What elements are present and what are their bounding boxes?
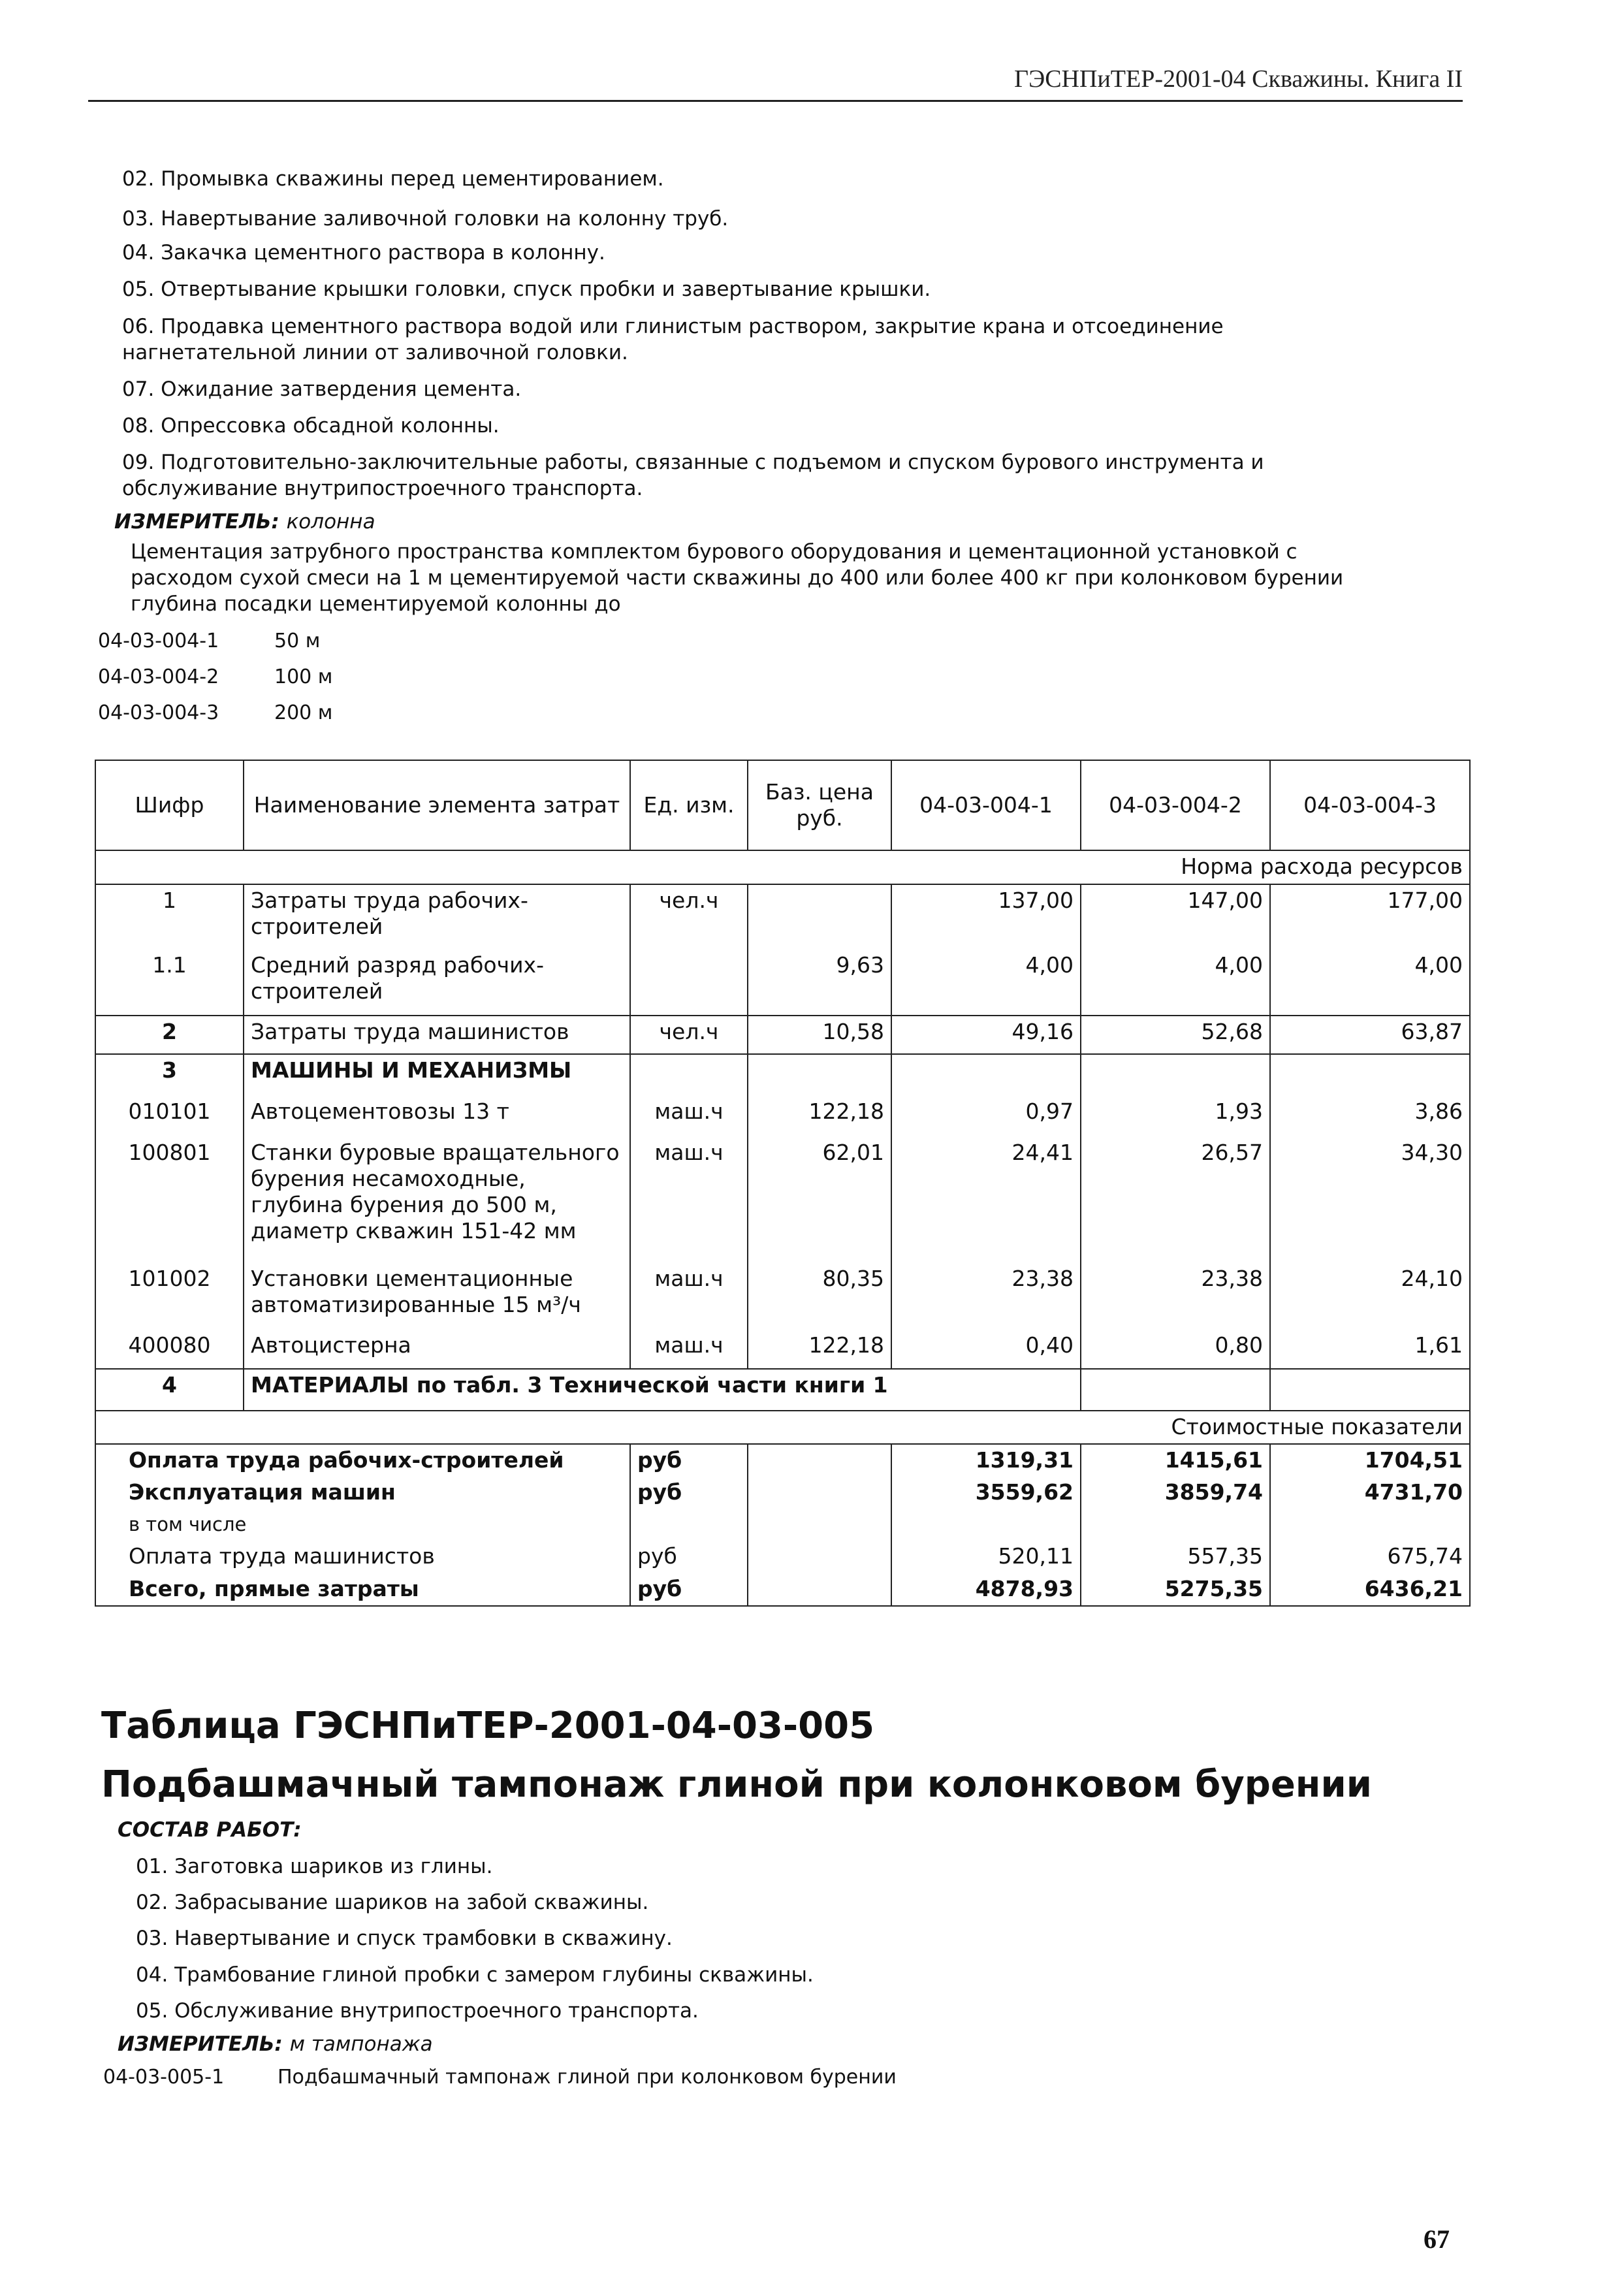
norm-label: Норма расхода ресурсов [95,850,1470,884]
row-value: 24,10 [1270,1263,1470,1330]
cost-unit: руб [630,1444,748,1477]
cost-name: Оплата труда рабочих-строителей [95,1444,630,1477]
row-unit: маш.ч [630,1137,748,1263]
row-price: 122,18 [748,1096,891,1138]
row-price [748,884,891,950]
row-price: 10,58 [748,1016,891,1054]
work-item: 09. Подготовительно-заключительные работы, связанные с подъемом и спуском бурового инструмента и [122,451,1264,474]
col-header: Баз. цена руб. [748,760,891,850]
section-row [95,1054,1470,1096]
cost-label-row [95,1411,1470,1444]
row-name: Средний разряд рабочих-строителей [244,950,630,1015]
col-header: Ед. изм. [630,760,748,850]
row-price: 122,18 [748,1330,891,1368]
row-name: Автоцистерна [244,1330,630,1368]
row-unit [630,950,748,1015]
cost-label: Стоимостные показатели [95,1411,1470,1444]
cost-value: 4878,93 [891,1573,1081,1606]
row-code: 1 [95,884,244,950]
section-row [95,1369,1470,1411]
row-code: 100801 [95,1137,244,1263]
table-subtitle: Подбашмачный тампонаж глиной при колонковом бурении [101,1763,1372,1806]
work-item: 01. Заготовка шариков из глины. [136,1855,493,1878]
measure-label: ИЗМЕРИТЕЛЬ: [118,2032,283,2056]
row-price: 62,01 [748,1137,891,1263]
measure-value: колонна [286,510,375,534]
cost-value: 3559,62 [891,1477,1081,1509]
cost-unit: руб [630,1541,748,1573]
work-item: 08. Опрессовка обсадной колонны. [122,414,500,438]
measure-line [118,2031,433,2057]
description-line: глубина посадки цементируемой колонны до [131,592,621,616]
code-number: 04-03-004-3 [98,701,219,724]
cost-name: в том числе [95,1509,630,1541]
work-item: 04. Закачка цементного раствора в колонну. [122,241,605,265]
row-value: 4,00 [1270,950,1470,1015]
row-name: Автоцементовозы 13 т [244,1096,630,1138]
col-header: 04-03-004-1 [891,760,1081,850]
cost-value: 4731,70 [1270,1477,1470,1509]
row-name: Установки цементационные автоматизированные 15 м³/ч [244,1263,630,1330]
cost-value: 6436,21 [1270,1573,1470,1606]
row-value: 0,40 [891,1330,1081,1368]
cost-value: 5275,35 [1081,1573,1270,1606]
cost-row [95,1477,1470,1509]
row-value: 52,68 [1081,1016,1270,1054]
row-value: 3,86 [1270,1096,1470,1138]
code-value: 200 м [274,701,333,724]
cost-row [95,1444,1470,1477]
row-price: 9,63 [748,950,891,1015]
col-header: 04-03-004-2 [1081,760,1270,850]
table-row [95,1330,1470,1368]
cost-value: 520,11 [891,1541,1081,1573]
row-code: 2 [95,1016,244,1054]
work-item-cont: обслуживание внутрипостроечного транспорта. [122,477,643,500]
table-row [95,950,1470,1015]
row-code: 4 [95,1369,244,1411]
row-value: 147,00 [1081,884,1270,950]
row-value: 177,00 [1270,884,1470,950]
measure-value: м тампонажа [289,2032,433,2056]
code-value: 100 м [274,665,333,688]
row-value: 26,57 [1081,1137,1270,1263]
cost-value: 3859,74 [1081,1477,1270,1509]
header-title: ГЭСНПиТЕР-2001-04 Скважины. Книга II [1014,65,1463,93]
norm-row [95,850,1470,884]
row-unit: чел.ч [630,884,748,950]
row-code: 3 [95,1054,244,1096]
row-value: 1,93 [1081,1096,1270,1138]
code-number: 04-03-004-2 [98,665,219,688]
cost-value: 1415,61 [1081,1444,1270,1477]
row-code: 101002 [95,1263,244,1330]
row-value: 63,87 [1270,1016,1470,1054]
page-number: 67 [1424,2224,1450,2254]
work-item: 06. Продавка цементного раствора водой или глинистым раствором, закрытие крана и отсоединение [122,315,1224,338]
cost-row [95,1509,1470,1541]
section-title: МАТЕРИАЛЫ по табл. 3 Технической части книги 1 [244,1369,1081,1411]
table-title: Таблица ГЭСНПиТЕР-2001-04-03-005 [101,1705,875,1747]
cost-name: Всего, прямые затраты [95,1573,630,1606]
work-item-cont: нагнетательной линии от заливочной головки. [122,341,628,364]
measure-line [114,509,375,535]
cost-value: 557,35 [1081,1541,1270,1573]
resources-table [95,760,1471,1607]
cost-row [95,1573,1470,1606]
work-item: 04. Трамбование глиной пробки с замером глубины скважины. [136,1963,814,1987]
work-item: 07. Ожидание затвердения цемента. [122,377,522,401]
row-price: 80,35 [748,1263,891,1330]
work-item: 02. Промывка скважины перед цементированием. [122,167,664,191]
table-row [95,884,1470,950]
work-item: 05. Отвертывание крышки головки, спуск пробки и завертывание крышки. [122,278,931,301]
cost-value: 1704,51 [1270,1444,1470,1477]
row-value: 34,30 [1270,1137,1470,1263]
measure-label: ИЗМЕРИТЕЛЬ: [114,510,279,534]
row-name: Станки буровые вращательного бурения несамоходные, глубина бурения до 500 м, диаметр скважин 151-42 мм [244,1137,630,1263]
row-value: 0,80 [1081,1330,1270,1368]
cost-unit: руб [630,1573,748,1606]
row-name: Затраты труда машинистов [244,1016,630,1054]
cost-name: Оплата труда машинистов [95,1541,630,1573]
table-row [95,1016,1470,1054]
col-header: 04-03-004-3 [1270,760,1470,850]
code-value: Подбашмачный тампонаж глиной при колонковом бурении [278,2066,897,2089]
description-line: Цементация затрубного пространства комплектом бурового оборудования и цементационной установкой с [131,540,1298,564]
description-line: расходом сухой смеси на 1 м цементируемой части скважины до 400 или более 400 кг при колонковом бурении [131,566,1344,590]
row-value: 0,97 [891,1096,1081,1138]
cost-unit: руб [630,1477,748,1509]
table-header-row [95,760,1470,850]
row-value: 23,38 [891,1263,1081,1330]
works-label: СОСТАВ РАБОТ: [118,1818,302,1842]
row-unit: маш.ч [630,1096,748,1138]
cost-value: 1319,31 [891,1444,1081,1477]
table-row [95,1096,1470,1138]
col-header: Шифр [95,760,244,850]
section-title: МАШИНЫ И МЕХАНИЗМЫ [244,1054,630,1096]
running-header [88,62,1463,102]
code-number: 04-03-004-1 [98,630,219,652]
row-value: 137,00 [891,884,1081,950]
work-item: 03. Навертывание и спуск трамбовки в скважину. [136,1927,673,1950]
row-name: Затраты труда рабочих-строителей [244,884,630,950]
table-row [95,1137,1470,1263]
row-value: 49,16 [891,1016,1081,1054]
row-code: 1.1 [95,950,244,1015]
row-value: 1,61 [1270,1330,1470,1368]
row-value: 4,00 [1081,950,1270,1015]
code-number: 04-03-005-1 [103,2066,225,2089]
row-unit: маш.ч [630,1263,748,1330]
cost-name: Эксплуатация машин [95,1477,630,1509]
row-value: 4,00 [891,950,1081,1015]
cost-value: 675,74 [1270,1541,1470,1573]
work-item: 02. Забрасывание шариков на забой скважины. [136,1891,649,1914]
work-item: 03. Навертывание заливочной головки на колонну труб. [122,207,729,231]
code-value: 50 м [274,630,321,652]
row-value: 24,41 [891,1137,1081,1263]
row-code: 400080 [95,1330,244,1368]
cost-row [95,1541,1470,1573]
work-item: 05. Обслуживание внутрипостроечного транспорта. [136,1999,699,2023]
table-row [95,1263,1470,1330]
row-unit: маш.ч [630,1330,748,1368]
row-value: 23,38 [1081,1263,1270,1330]
col-header: Наименование элемента затрат [244,760,630,850]
row-unit: чел.ч [630,1016,748,1054]
row-code: 010101 [95,1096,244,1138]
